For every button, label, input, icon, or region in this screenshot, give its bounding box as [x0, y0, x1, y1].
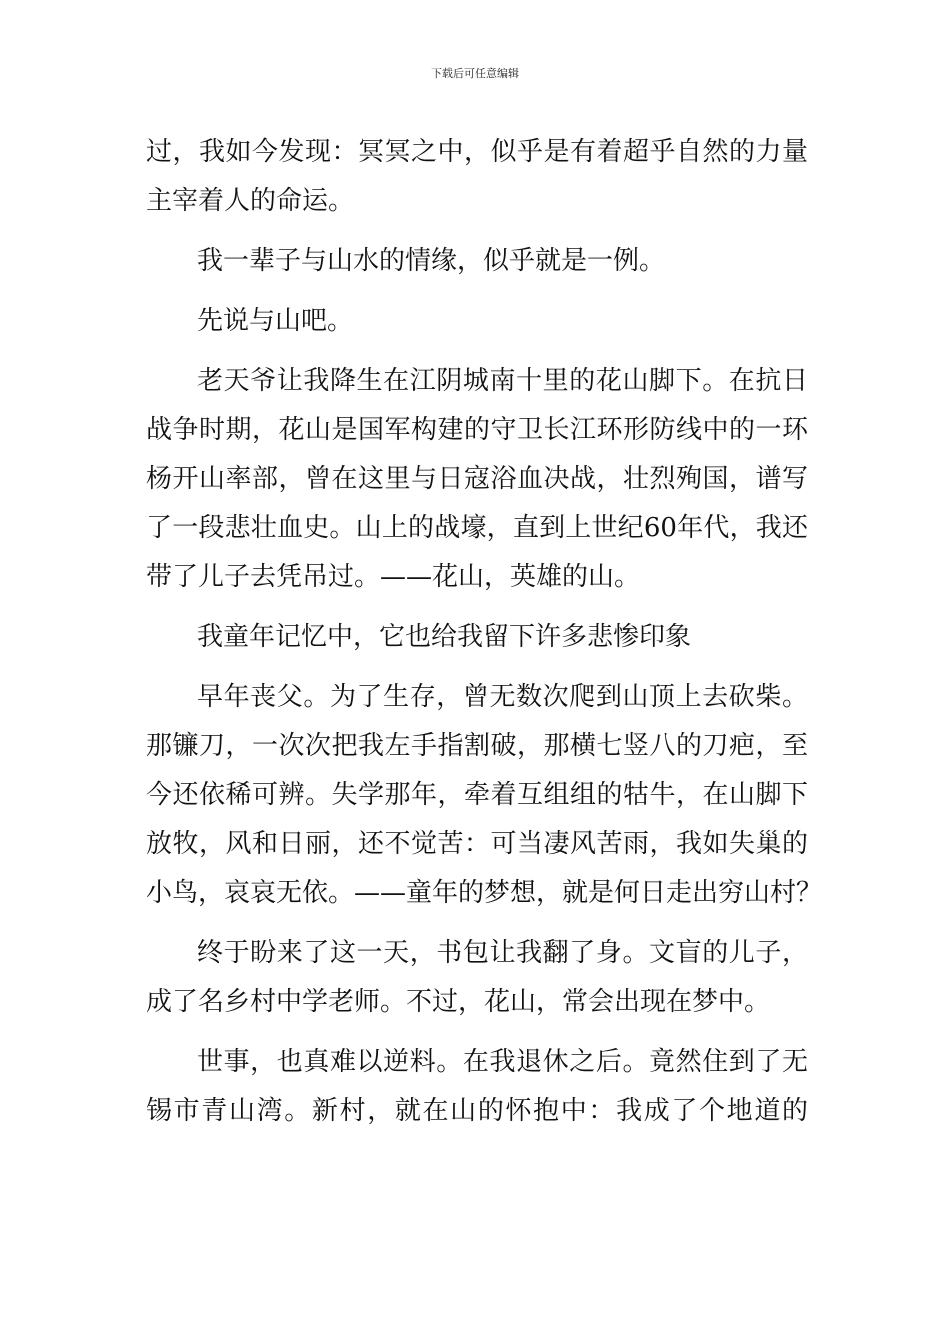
- text-line: 那镰刀，一次次把我左手指割破，那横七竖八的刀疤，至: [146, 731, 808, 761]
- text-line: 老天爷让我降生在江阴城南十里的花山脚下。在抗日: [197, 366, 808, 396]
- text-line: 终于盼来了这一天，书包让我翻了身。文盲的儿子，: [197, 938, 808, 968]
- text-line: 先说与山吧。: [197, 306, 354, 336]
- paragraph: [146, 297, 808, 346]
- text-line: 世事，也真难以逆料。在我退休之后。竟然住到了无: [197, 1047, 808, 1077]
- text-line: 杨开山率部，曾在这里与日寇浴血决战，壮烈殉国，谱写: [146, 464, 808, 494]
- text-line: 战争时期，花山是国军构建的守卫长江环形防线中的一环: [146, 415, 808, 445]
- paragraph: [146, 929, 808, 1027]
- paragraph: [146, 128, 808, 226]
- paragraph: [146, 357, 808, 602]
- text-line: 早年丧父。为了生存，曾无数次爬到山顶上去砍柴。: [197, 682, 808, 712]
- text-line: 主宰着人的命运。: [146, 186, 355, 216]
- text-line: 过，我如今发现：冥冥之中，似乎是有着超乎自然的力量: [146, 137, 808, 167]
- paragraph: [146, 613, 808, 662]
- text-line: 我一辈子与山水的情缘，似乎就是一例。: [197, 246, 666, 276]
- text-line: 小鸟，哀哀无依。——童年的梦想，就是何日走出穷山村？: [146, 878, 823, 908]
- text-line: 带了儿子去凭吊过。——花山，英雄的山。: [146, 562, 641, 592]
- document-body: [146, 128, 823, 1136]
- text-line: 放牧，风和日丽，还不觉苦：可当凄风苦雨，我如失巢的: [146, 829, 808, 859]
- text-line: 我童年记忆中，它也给我留下许多悲惨印象: [197, 622, 692, 652]
- page-header: 下载后可任意编辑: [431, 67, 519, 80]
- text-line: 了一段悲壮血史。山上的战壕，直到上世纪60年代，我还: [146, 513, 808, 543]
- text-line: 成了名乡村中学老师。不过，花山，常会出现在梦中。: [146, 987, 771, 1017]
- paragraph: [146, 673, 823, 918]
- paragraph: [146, 1038, 808, 1136]
- text-line: 锡市青山湾。新村，就在山的怀抱中：我成了个地道的: [146, 1096, 808, 1126]
- paragraph: [146, 237, 808, 286]
- text-line: 今还依稀可辨。失学那年，牵着互组组的牯牛，在山脚下: [146, 780, 808, 810]
